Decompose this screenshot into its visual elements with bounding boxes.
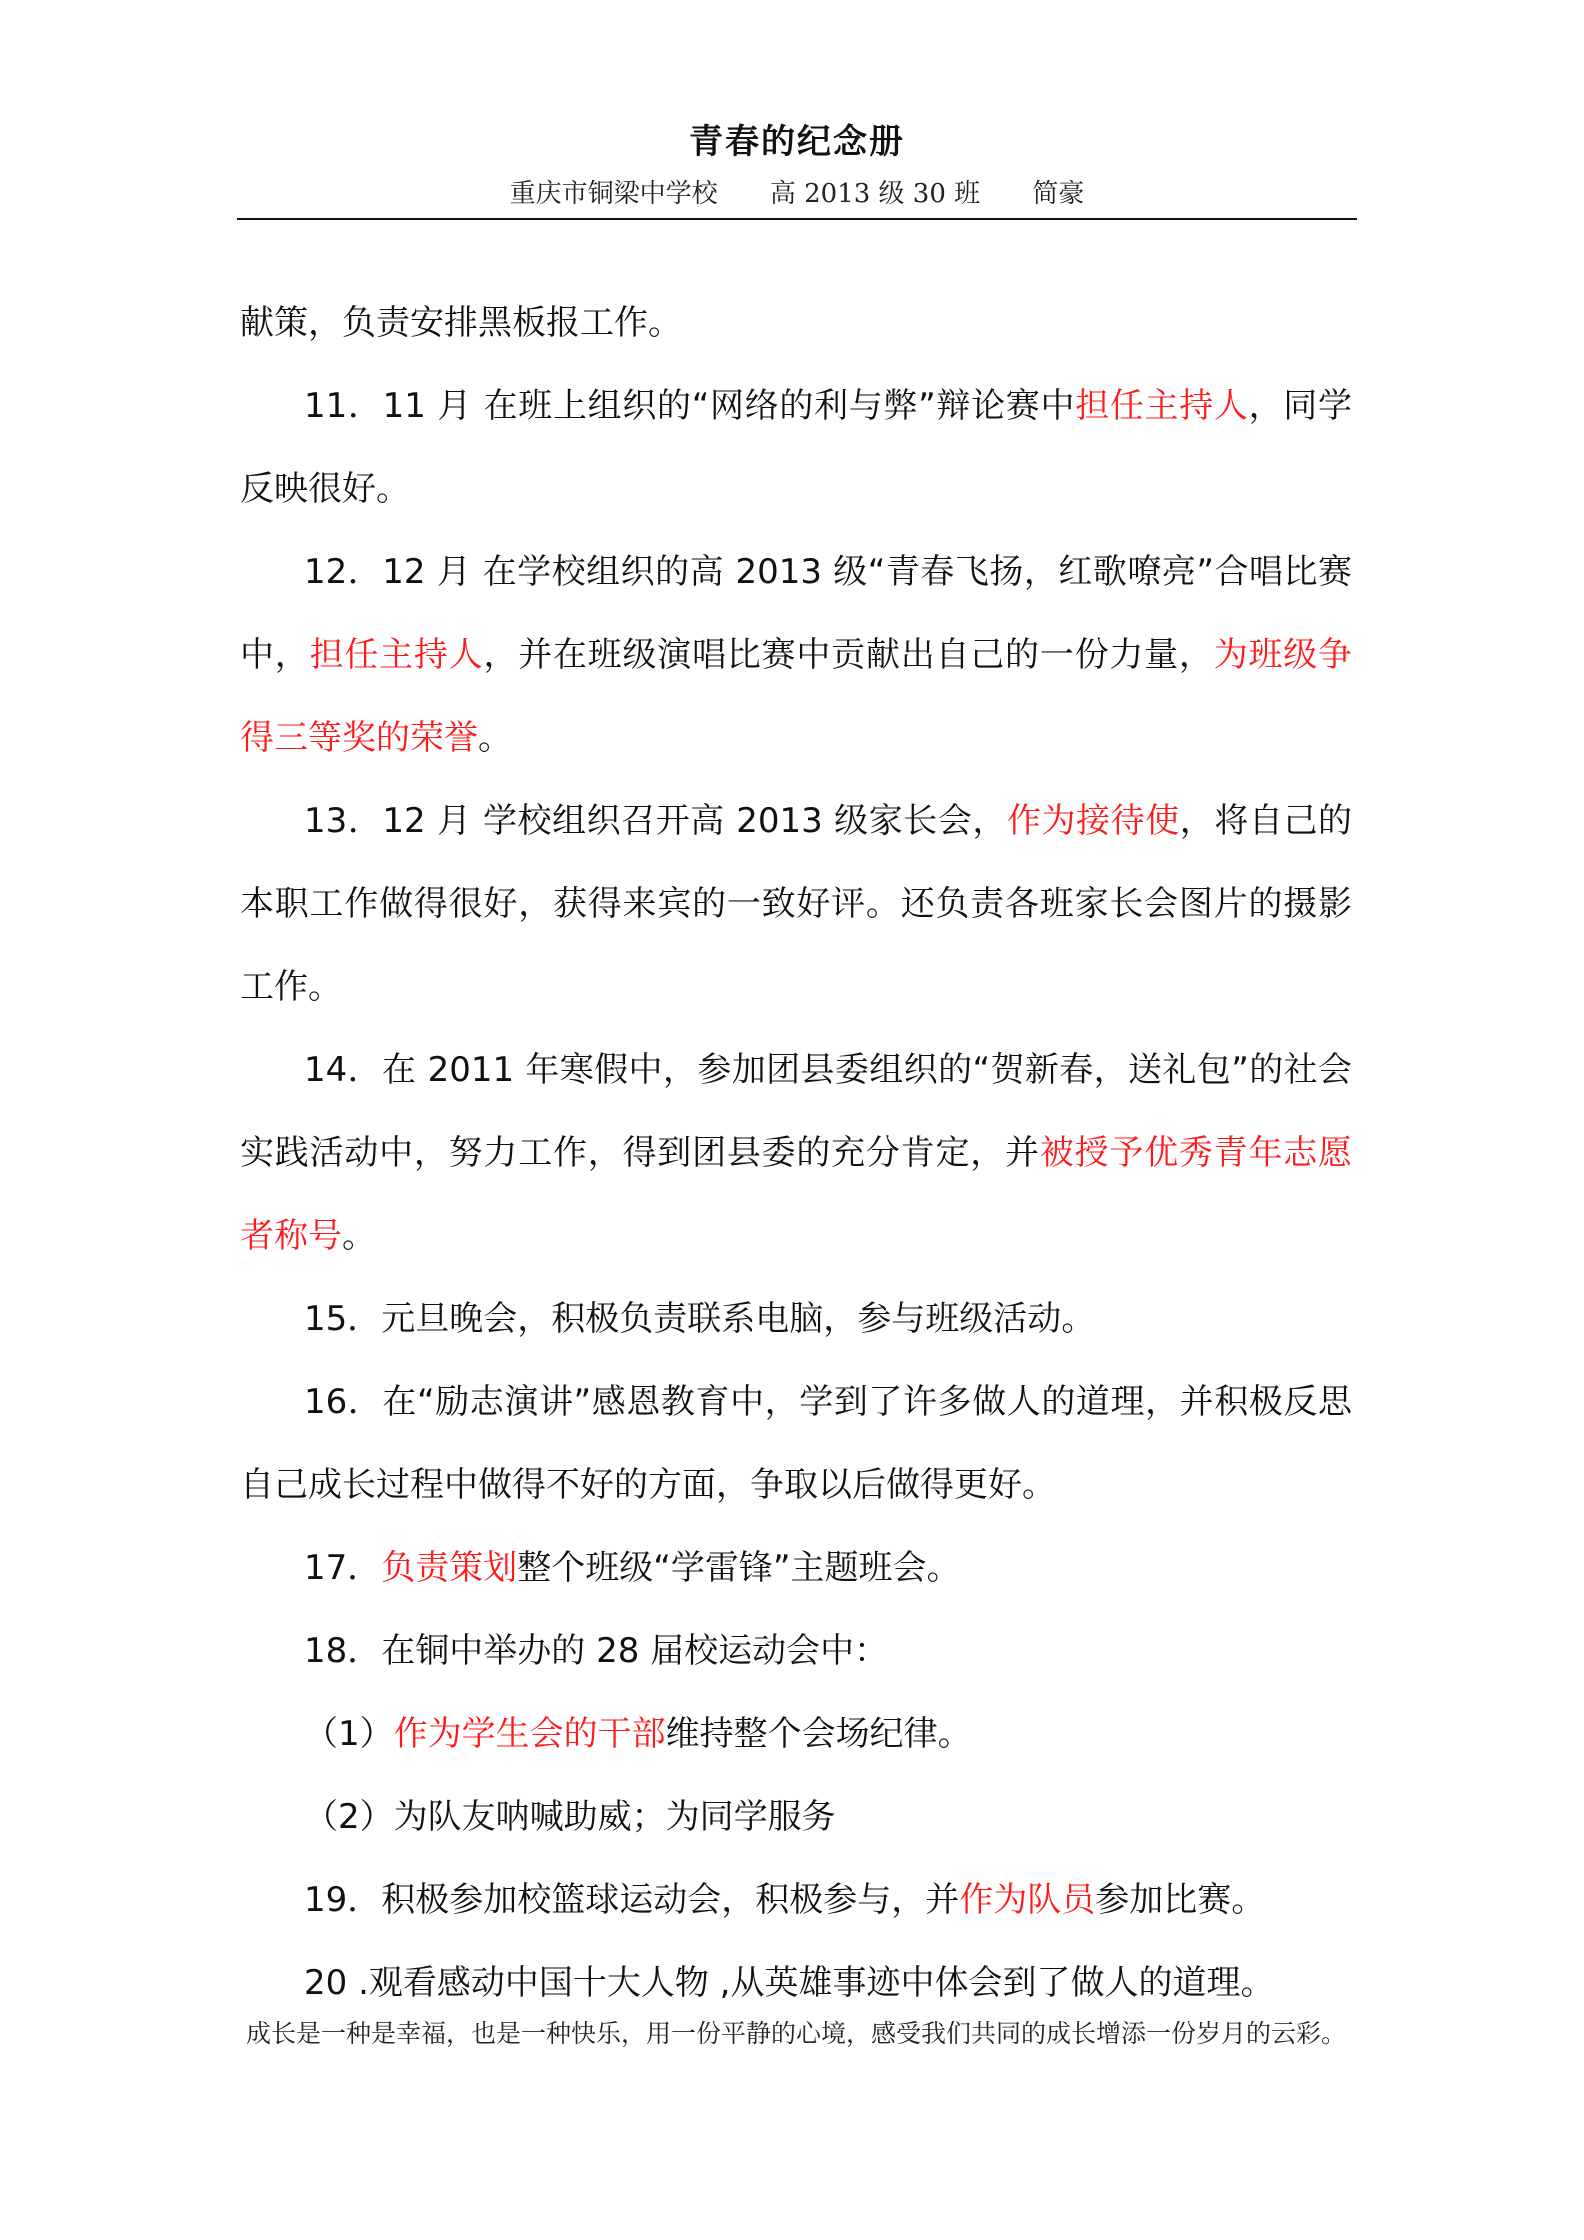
text-run: 整个班级“学雷锋”主题班会。 xyxy=(517,1548,961,1588)
text-run: 19．积极参加校篮球运动会，积极参与，并 xyxy=(304,1880,960,1920)
text-run: 20 .观看感动中国十大人物 ,从英雄事迹中体会到了做人的道理。 xyxy=(304,1963,1275,2003)
text-run: 17． xyxy=(304,1548,382,1588)
page-footer: 成长是一种是幸福，也是一种快乐，用一份平静的心境，感受我们共同的成长增添一份岁月的云彩。 xyxy=(245,2019,1346,2048)
text-run: 。 xyxy=(342,1216,376,1256)
text-run: 维持整个会场纪律。 xyxy=(665,1714,972,1754)
text-run: ，并在班级演唱比赛中贡献出自己的一份力量， xyxy=(483,635,1214,675)
paragraph xyxy=(240,1693,1352,1776)
paragraph xyxy=(240,1776,1352,1859)
paragraph xyxy=(240,1029,1352,1278)
header-title: 青春的纪念册 xyxy=(689,122,905,162)
text-run: ，同学反映很好。 xyxy=(240,386,1352,509)
paragraph xyxy=(240,365,1352,531)
paragraph xyxy=(240,1942,1352,2025)
body-text xyxy=(240,282,1352,2025)
page-header xyxy=(237,118,1357,214)
paragraph xyxy=(240,1361,1352,1527)
paragraph xyxy=(240,1278,1352,1361)
paragraph xyxy=(240,1859,1352,1942)
text-run: 参加比赛。 xyxy=(1095,1880,1266,1920)
paragraph xyxy=(240,282,1352,365)
text-run: ，将自己的本职工作做得很好，获得来宾的一致好评。还负责各班家长会图片的摄影工作。 xyxy=(240,801,1353,1007)
text-run: 献策，负责安排黑板报工作。 xyxy=(240,303,682,343)
text-run: 12．12 月 在学校组织的高 2013 级“青春飞扬，红歌嘹亮”合唱比赛中， xyxy=(240,552,1352,675)
highlighted-text: 担任主持人 xyxy=(1075,386,1249,426)
highlighted-text: 负责策划 xyxy=(381,1548,518,1588)
text-run: 18．在铜中举办的 28 届校运动会中： xyxy=(304,1631,889,1671)
text-run: 11．11 月 在班上组织的“网络的利与弊”辩论赛中 xyxy=(304,386,1076,426)
highlighted-text: 作为队员 xyxy=(959,1880,1096,1920)
highlighted-text: 为班级争得三等奖的荣誉 xyxy=(240,635,1353,758)
header-school: 重庆市铜梁中学校 xyxy=(509,179,718,209)
highlighted-text: 担任主持人 xyxy=(309,635,484,675)
text-run: 15．元旦晚会，积极负责联系电脑，参与班级活动。 xyxy=(304,1299,1096,1339)
highlighted-text: 作为接待使 xyxy=(1006,801,1180,841)
paragraph xyxy=(240,1527,1352,1610)
header-subtitle xyxy=(237,174,1357,214)
text-run: 13．12 月 学校组织召开高 2013 级家长会， xyxy=(304,801,1007,841)
header-divider xyxy=(237,218,1357,220)
highlighted-text: 被授予优秀青年志愿者称号 xyxy=(240,1133,1353,1256)
highlighted-text: 作为学生会的干部 xyxy=(393,1714,666,1754)
paragraph xyxy=(240,531,1352,780)
text-run: 。 xyxy=(478,718,512,758)
paragraph xyxy=(240,1610,1352,1693)
header-class: 高 2013 级 30 班 xyxy=(769,179,981,209)
text-run: （1） xyxy=(304,1714,394,1754)
header-author: 简豪 xyxy=(1032,179,1085,209)
paragraph xyxy=(240,780,1352,1029)
text-run: 16．在“励志演讲”感恩教育中，学到了许多做人的道理，并积极反思自己成长过程中做得不好的方面，争取以后做得更好。 xyxy=(240,1382,1352,1505)
text-run: （2）为队友呐喊助威；为同学服务 xyxy=(304,1797,836,1837)
text-run: 14．在 2011 年寒假中，参加团县委组织的“贺新春，送礼包”的社会实践活动中，努力工作，得到团县委的充分肯定，并 xyxy=(240,1050,1352,1173)
